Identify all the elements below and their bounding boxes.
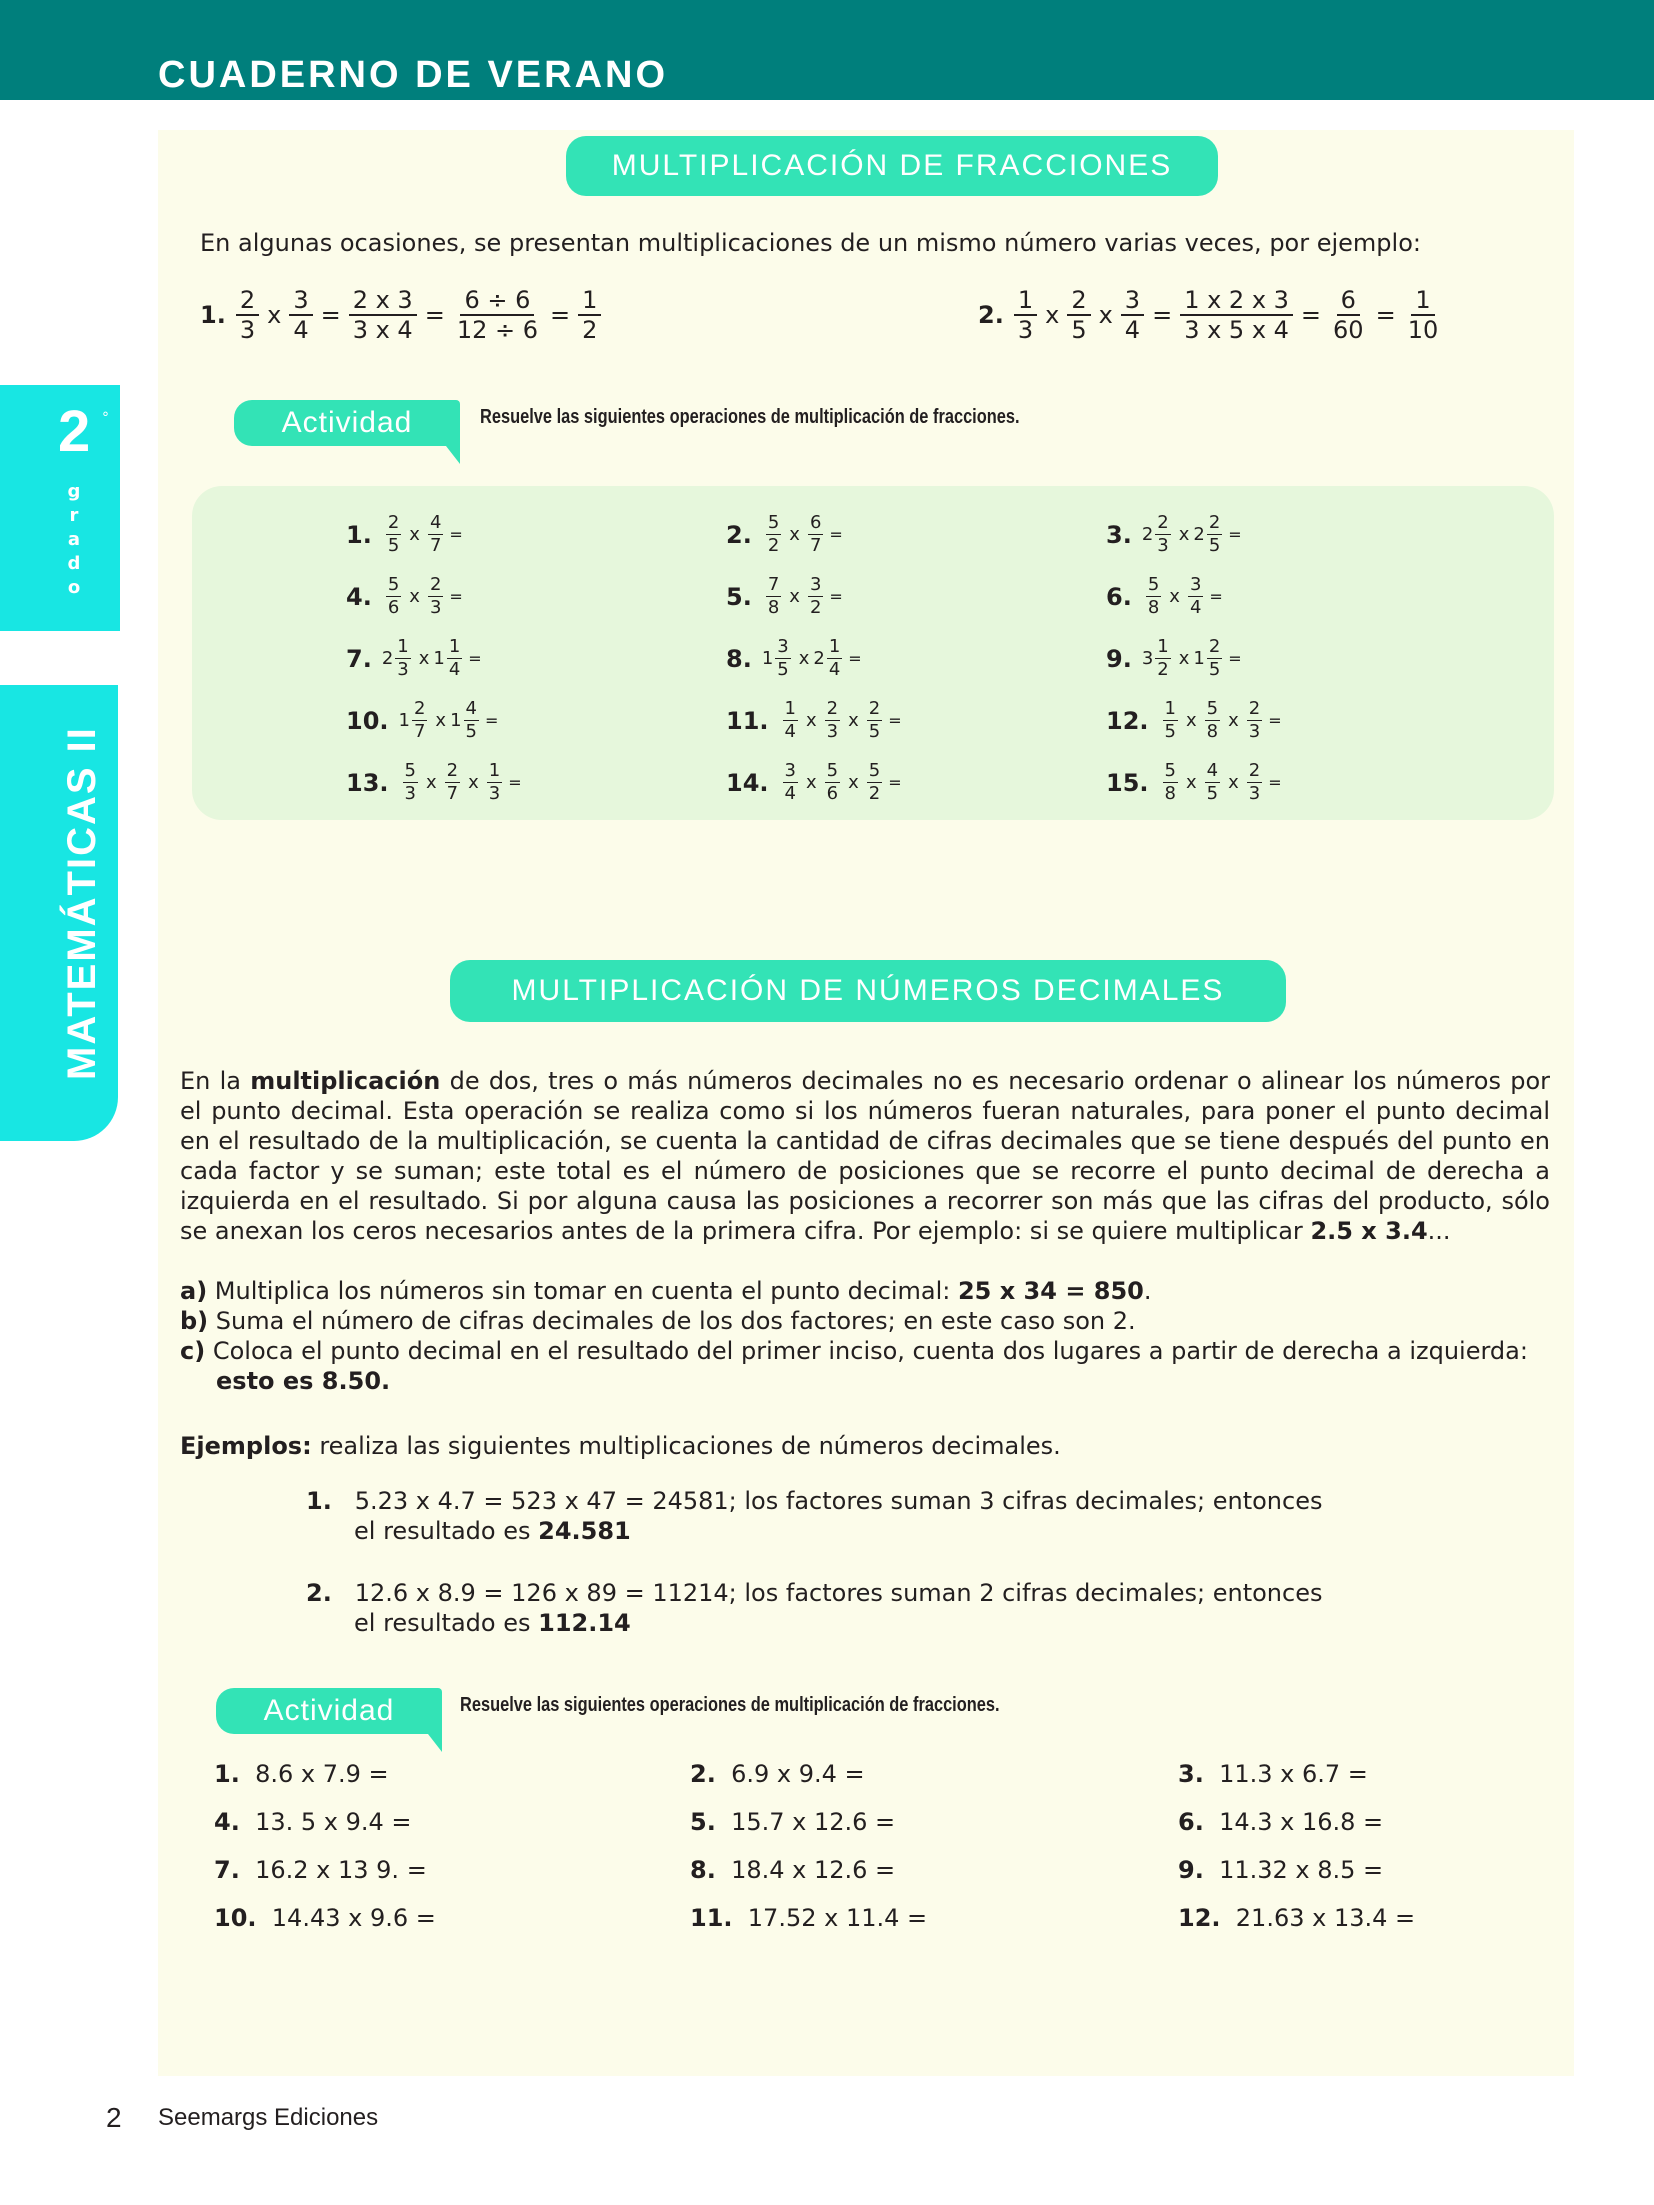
fraction	[386, 574, 401, 619]
exercise-label: 1.	[346, 520, 372, 549]
numerator: 1	[1157, 636, 1169, 657]
denominator: 3	[826, 721, 839, 742]
decimal-exercise	[1178, 1856, 1383, 1884]
operator: =	[320, 301, 341, 329]
numerator: 1 x 2 x 3	[1180, 286, 1293, 316]
operator: =	[508, 773, 522, 792]
numerator: 3	[289, 286, 312, 316]
fraction-exercise	[726, 636, 862, 681]
exercise-label: 10.	[346, 706, 389, 735]
exercise-label: 13.	[346, 768, 389, 797]
exercise-label: 2.	[726, 520, 752, 549]
numerator: 5	[1206, 698, 1219, 719]
fraction-exercise	[1106, 698, 1282, 743]
numerator: 2	[868, 698, 881, 719]
numerator: 5	[1164, 760, 1176, 781]
numerator: 5	[387, 574, 400, 595]
grade-degree: °	[102, 410, 109, 426]
operator: x	[805, 710, 817, 731]
operator: x	[789, 586, 800, 607]
numerator: 5	[826, 760, 839, 781]
exercise-text: 21.63 x 13.4 =	[1235, 1904, 1416, 1932]
operator: x	[1228, 772, 1239, 793]
exercise-label: 6.	[1106, 582, 1132, 611]
exercise-text: 8.6 x 7.9 =	[255, 1760, 389, 1788]
denominator: 3	[404, 783, 416, 804]
decimal-exercise	[690, 1808, 895, 1836]
fraction-exercise	[1106, 574, 1223, 619]
numerator: 2	[1208, 636, 1221, 657]
exercise-text: 11.3 x 6.7 =	[1219, 1760, 1368, 1788]
fraction	[1247, 698, 1262, 743]
denominator: 3	[1017, 316, 1034, 344]
operator: =	[424, 301, 445, 329]
fraction	[1404, 286, 1443, 344]
numerator: 7	[767, 574, 780, 595]
denominator: 8	[1164, 783, 1176, 804]
operator: x	[805, 772, 817, 793]
publisher: Seemargs Ediciones	[158, 2104, 379, 2131]
step-a: a) Multiplica los números sin tomar en cuenta el punto decimal: 25 x 34 = 850.	[180, 1277, 1152, 1305]
fraction	[808, 512, 823, 557]
activity-instruction: Resuelve las siguientes operaciones de multiplicación de fracciones.	[480, 406, 1020, 428]
exercise-label: 1.	[214, 1760, 240, 1788]
fraction	[1247, 760, 1262, 805]
decimal-exercise	[214, 1760, 389, 1788]
activity-tag: Actividad	[234, 400, 460, 446]
fraction	[827, 636, 842, 681]
fraction	[1155, 636, 1170, 681]
denominator: 12 ÷ 6	[456, 316, 538, 344]
denominator: 4	[828, 659, 841, 680]
fraction	[783, 698, 798, 743]
exercise-label: 11.	[726, 706, 769, 735]
operator: x	[418, 648, 430, 669]
fraction	[1163, 760, 1178, 805]
fraction	[1207, 636, 1222, 681]
section-title-fracciones: MULTIPLICACIÓN DE FRACCIONES	[566, 136, 1218, 196]
fraction-exercise	[1106, 636, 1242, 681]
fraction-exercise	[346, 698, 498, 743]
denominator: 3	[488, 783, 501, 804]
numerator: 2	[387, 512, 400, 533]
operator: x	[848, 710, 859, 731]
numerator: 2	[446, 760, 459, 781]
exercise-label: 12.	[1106, 706, 1149, 735]
operator: =	[484, 711, 499, 730]
decimal-exercise	[690, 1760, 865, 1788]
whole-number: 3	[1141, 648, 1154, 669]
denominator: 8	[1206, 721, 1219, 742]
denominator: 4	[784, 783, 796, 804]
example-2	[978, 286, 1446, 344]
denominator: 7	[413, 721, 426, 742]
examples-heading: Ejemplos: realiza las siguientes multiplicaciones de números decimales.	[180, 1432, 1061, 1460]
exercise-label: 5.	[690, 1808, 716, 1836]
operator: x	[468, 772, 479, 793]
fraction	[445, 760, 460, 805]
denominator: 5	[1208, 659, 1221, 680]
numerator: 1	[1164, 698, 1176, 719]
fraction	[412, 698, 427, 743]
fraction	[1188, 574, 1203, 619]
example-label: 1.	[200, 301, 226, 329]
operator: =	[888, 773, 902, 792]
fraction	[808, 574, 823, 619]
denominator: 5	[868, 721, 881, 742]
exercise-label: 5.	[726, 582, 752, 611]
operator: =	[848, 649, 862, 668]
operator: x	[267, 301, 282, 329]
exercise-label: 12.	[1178, 1904, 1221, 1932]
exercise-text: 15.7 x 12.6 =	[731, 1808, 896, 1836]
decimal-exercise	[214, 1856, 427, 1884]
exercise-label: 11.	[690, 1904, 733, 1932]
exercise-label: 2.	[690, 1760, 716, 1788]
denominator: 3 x 4	[352, 316, 413, 344]
whole-number: 1	[433, 648, 445, 669]
operator: =	[1209, 587, 1223, 606]
fraction	[1155, 512, 1170, 557]
numerator: 2	[1208, 512, 1221, 533]
numerator: 4	[429, 512, 442, 533]
fraction	[825, 698, 840, 743]
operator: =	[449, 525, 463, 544]
numerator: 2	[236, 286, 259, 316]
fraction-exercise	[1106, 760, 1282, 805]
exercise-label: 8.	[726, 644, 752, 673]
exercise-label: 15.	[1106, 768, 1149, 797]
denominator: 6	[387, 597, 400, 618]
fraction-exercise	[726, 698, 902, 743]
denominator: 2	[767, 535, 780, 556]
decimal-exercise	[1178, 1760, 1368, 1788]
fraction	[1205, 760, 1220, 805]
numerator: 2	[1157, 512, 1169, 533]
denominator: 3	[429, 597, 442, 618]
denominator: 3 x 5 x 4	[1184, 316, 1289, 344]
numerator: 4	[465, 698, 477, 719]
numerator: 1	[488, 760, 501, 781]
denominator: 7	[429, 535, 442, 556]
step-c: c) Coloca el punto decimal en el resultado del primer inciso, cuenta dos lugares a partir de derecha a izquierda:	[180, 1337, 1528, 1365]
example-label: 2.	[978, 301, 1004, 329]
numerator: 1	[1014, 286, 1037, 316]
step-c-result: esto es 8.50.	[216, 1367, 391, 1395]
denominator: 2	[1157, 659, 1169, 680]
operator: x	[1185, 710, 1197, 731]
operator: x	[1178, 648, 1190, 669]
decimal-exercise	[214, 1808, 412, 1836]
operator: =	[1300, 301, 1322, 329]
numerator: 3	[777, 636, 789, 657]
decimal-exercise	[690, 1856, 895, 1884]
decimal-exercise	[690, 1904, 927, 1932]
whole-number: 2	[1141, 524, 1154, 545]
operator: =	[829, 587, 843, 606]
denominator: 60	[1333, 316, 1364, 344]
fraction	[395, 636, 410, 681]
decimal-example-1: 1. 5.23 x 4.7 = 523 x 47 = 24581; los factores suman 3 cifras decimales; entonces el resultado es 24.581	[306, 1487, 1323, 1545]
operator: =	[1152, 301, 1173, 329]
operator: x	[1185, 772, 1197, 793]
fraction-exercise	[726, 760, 902, 805]
exercise-label: 9.	[1106, 644, 1132, 673]
exercise-label: 4.	[346, 582, 372, 611]
numerator: 3	[1189, 574, 1202, 595]
exercise-label: 7.	[346, 644, 372, 673]
denominator: 3	[397, 659, 409, 680]
whole-number: 1	[1193, 648, 1205, 669]
fraction-exercise	[726, 574, 843, 619]
fraction	[766, 574, 781, 619]
denominator: 6	[826, 783, 839, 804]
operator: x	[409, 524, 420, 545]
denominator: 5	[387, 535, 400, 556]
fraction	[1207, 512, 1222, 557]
fraction	[1205, 698, 1220, 743]
numerator: 6	[1337, 286, 1360, 316]
denominator: 4	[1124, 316, 1141, 344]
denominator: 8	[1147, 597, 1160, 618]
decimal-explanation: En la multiplicación de dos, tres o más números decimales no es necesario ordenar o alinear los números por el punto decimal. Esta operación se realiza como si los números fueran naturales, para poner el punto decimal en el resultado de la multiplicación, se cuenta la cantidad de cifras decimales que se tiene después del punto en cada factor y se suman; este total es el número de posiciones que se recorre el punto decimal de derecha a izquierda en el resultado. Si por alguna causa las posiciones a recorrer son más que las cifras del producto, sólo se anexan los ceros necesarios antes de la primera cifra. Por ejemplo: si se quiere multiplicar 2.5 x 3.4...	[180, 1067, 1550, 1245]
operator: =	[1228, 649, 1242, 668]
numerator: 2	[1248, 698, 1261, 719]
fraction-exercise	[1106, 512, 1242, 557]
numerator: 1	[578, 286, 601, 316]
exercise-label: 8.	[690, 1856, 716, 1884]
whole-number: 2	[381, 648, 394, 669]
fraction	[1146, 574, 1161, 619]
operator: =	[1375, 301, 1396, 329]
decimal-exercise	[214, 1904, 436, 1932]
exercise-text: 13. 5 x 9.4 =	[255, 1808, 412, 1836]
fraction	[428, 574, 443, 619]
exercise-label: 7.	[214, 1856, 240, 1884]
numerator: 5	[868, 760, 881, 781]
activity-instruction-2: Resuelve las siguientes operaciones de multiplicación de fracciones.	[460, 1694, 1000, 1716]
numerator: 1	[784, 698, 796, 719]
denominator: 5	[1164, 721, 1176, 742]
denominator: 8	[767, 597, 780, 618]
denominator: 7	[809, 535, 822, 556]
decimal-exercise	[1178, 1904, 1415, 1932]
denominator: 5	[465, 721, 477, 742]
operator: =	[1228, 525, 1242, 544]
denominator: 3	[1248, 721, 1261, 742]
activity-tag-2: Actividad	[216, 1688, 442, 1734]
fraction	[1014, 286, 1037, 344]
exercise-label: 10.	[214, 1904, 257, 1932]
numerator: 2	[1067, 286, 1090, 316]
operator: =	[829, 525, 843, 544]
whole-number: 1	[398, 710, 410, 731]
denominator: 10	[1407, 316, 1439, 344]
header-title: CUADERNO DE VERANO	[158, 54, 669, 96]
fraction	[1067, 286, 1090, 344]
exercise-label: 6.	[1178, 1808, 1204, 1836]
page-number: 2	[106, 2102, 122, 2133]
fraction	[578, 286, 601, 344]
fraction	[775, 636, 790, 681]
numerator: 6 ÷ 6	[460, 286, 534, 316]
fraction	[464, 698, 479, 743]
numerator: 3	[1121, 286, 1144, 316]
fraction	[447, 636, 462, 681]
fraction	[766, 512, 781, 557]
exercise-label: 3.	[1178, 1760, 1204, 1788]
operator: x	[1169, 586, 1180, 607]
denominator: 3	[1248, 783, 1261, 804]
fraction	[1329, 286, 1368, 344]
operator: x	[1098, 301, 1113, 329]
numerator: 3	[784, 760, 796, 781]
fraction	[349, 286, 417, 344]
fraction	[1180, 286, 1293, 344]
denominator: 2	[809, 597, 822, 618]
operator: x	[435, 710, 447, 731]
numerator: 1	[397, 636, 409, 657]
operator: x	[409, 586, 420, 607]
operator: =	[449, 587, 463, 606]
exercise-text: 14.3 x 16.8 =	[1219, 1808, 1384, 1836]
operator: x	[1045, 301, 1060, 329]
operator: =	[468, 649, 482, 668]
exercise-text: 18.4 x 12.6 =	[731, 1856, 896, 1884]
numerator: 2	[1248, 760, 1261, 781]
denominator: 5	[1206, 783, 1219, 804]
fraction	[453, 286, 542, 344]
numerator: 1	[448, 636, 461, 657]
exercise-text: 17.52 x 11.4 =	[747, 1904, 928, 1932]
operator: =	[1268, 711, 1282, 730]
subject-label: MATEMÁTICAS II	[60, 726, 104, 1080]
fraction-exercise	[346, 574, 463, 619]
whole-number: 1	[761, 648, 774, 669]
denominator: 4	[784, 721, 796, 742]
fraction	[403, 760, 418, 805]
denominator: 4	[1189, 597, 1202, 618]
denominator: 2	[582, 316, 598, 344]
fraction	[289, 286, 312, 344]
fraction-exercise	[346, 760, 522, 805]
numerator: 2	[413, 698, 426, 719]
numerator: 2	[429, 574, 442, 595]
fraction	[1163, 698, 1178, 743]
denominator: 7	[446, 783, 459, 804]
exercise-text: 11.32 x 8.5 =	[1219, 1856, 1384, 1884]
numerator: 2	[826, 698, 839, 719]
fraction-exercise	[346, 636, 482, 681]
grade-word: grado	[67, 481, 81, 598]
fraction	[487, 760, 502, 805]
exercise-label: 4.	[214, 1808, 240, 1836]
numerator: 2 x 3	[349, 286, 417, 316]
fraction	[428, 512, 443, 557]
numerator: 4	[1206, 760, 1219, 781]
fraction	[867, 760, 882, 805]
denominator: 5	[1208, 535, 1221, 556]
operator: x	[789, 524, 800, 545]
exercise-label: 9.	[1178, 1856, 1204, 1884]
operator: =	[550, 301, 571, 329]
numerator: 5	[1147, 574, 1160, 595]
numerator: 1	[1411, 286, 1434, 316]
operator: x	[425, 772, 437, 793]
fraction	[386, 512, 401, 557]
section-title-decimales: MULTIPLICACIÓN DE NÚMEROS DECIMALES	[450, 960, 1286, 1022]
numerator: 5	[767, 512, 780, 533]
exercise-text: 14.43 x 9.6 =	[271, 1904, 436, 1932]
intro-text: En algunas ocasiones, se presentan multiplicaciones de un mismo número varias veces, por ejemplo:	[200, 229, 1421, 257]
denominator: 2	[868, 783, 881, 804]
numerator: 3	[809, 574, 822, 595]
whole-number: 1	[450, 710, 462, 731]
exercise-text: 6.9 x 9.4 =	[731, 1760, 865, 1788]
denominator: 5	[777, 659, 789, 680]
example-1	[200, 286, 605, 344]
exercise-label: 3.	[1106, 520, 1132, 549]
denominator: 3	[239, 316, 256, 344]
denominator: 4	[293, 316, 309, 344]
fraction	[783, 760, 798, 805]
decimal-example-2: 2. 12.6 x 8.9 = 126 x 89 = 11214; los factores suman 2 cifras decimales; entonces el resultado es 112.14	[306, 1579, 1323, 1637]
fraction-exercise	[346, 512, 463, 557]
whole-number: 2	[1193, 524, 1205, 545]
fraction-exercise	[726, 512, 843, 557]
numerator: 6	[809, 512, 822, 533]
operator: =	[1268, 773, 1282, 792]
denominator: 3	[1157, 535, 1169, 556]
decimal-exercise	[1178, 1808, 1383, 1836]
whole-number: 2	[813, 648, 825, 669]
operator: x	[1228, 710, 1239, 731]
fraction	[867, 698, 882, 743]
operator: =	[888, 711, 902, 730]
fraction	[825, 760, 840, 805]
fraction	[236, 286, 259, 344]
decimal-steps	[180, 1276, 1528, 1396]
denominator: 4	[448, 659, 461, 680]
grade-number: 2	[58, 399, 91, 464]
operator: x	[1178, 524, 1190, 545]
denominator: 5	[1071, 316, 1087, 344]
exercise-text: 16.2 x 13 9. =	[255, 1856, 427, 1884]
fraction	[1121, 286, 1144, 344]
operator: x	[798, 648, 810, 669]
step-b: b) Suma el número de cifras decimales de los dos factores; en este caso son 2.	[180, 1307, 1136, 1335]
numerator: 1	[828, 636, 841, 657]
operator: x	[848, 772, 859, 793]
numerator: 5	[404, 760, 416, 781]
exercise-label: 14.	[726, 768, 769, 797]
